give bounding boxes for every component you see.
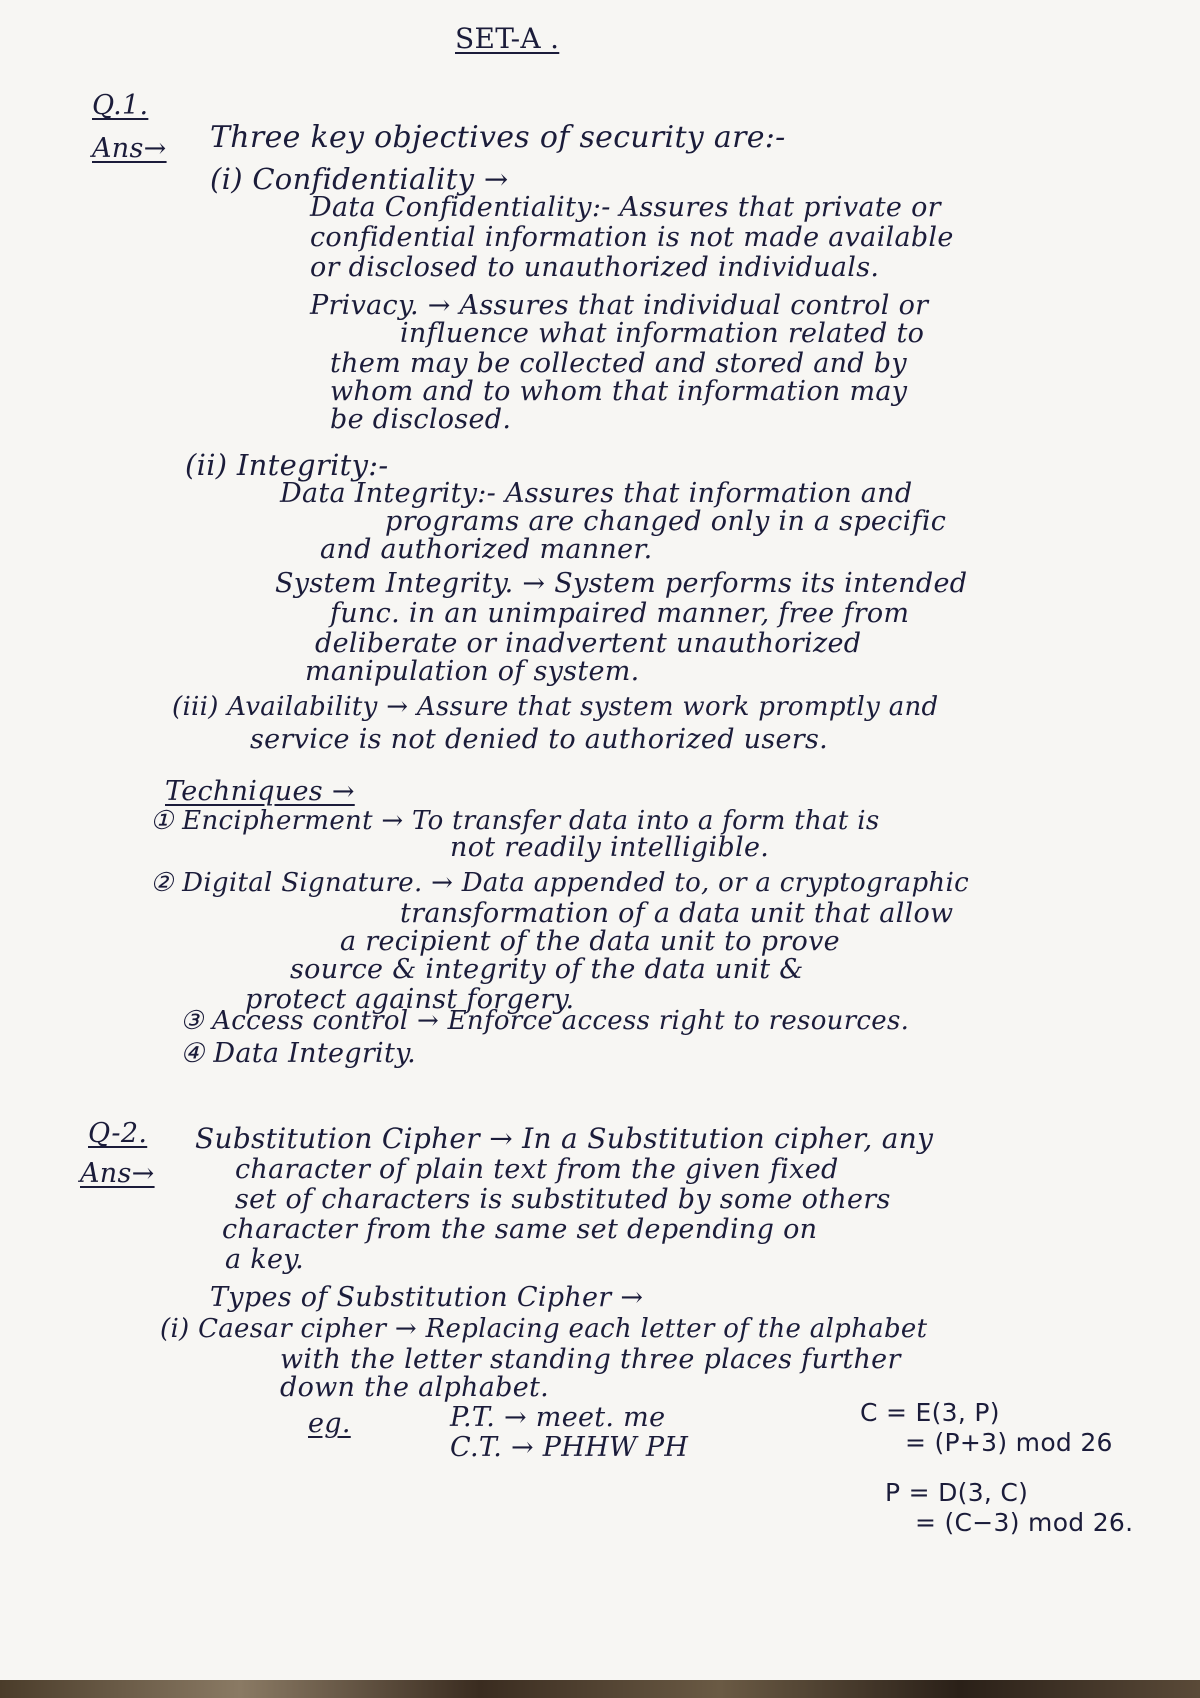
q1-line: manipulation of system. <box>305 656 640 687</box>
q1-line: protect against forgery. <box>245 984 575 1015</box>
q1-line: source & integrity of the data unit & <box>290 954 804 985</box>
q1-line: ④ Data Integrity. <box>180 1038 416 1069</box>
q1-line: func. in an unimpaired manner, free from <box>330 598 910 629</box>
q1-line: transformation of a data unit that allow <box>400 898 954 929</box>
formula: P = D(3, C) <box>885 1478 1029 1507</box>
q2-line: a key. <box>225 1244 305 1275</box>
formula: = (P+3) mod 26 <box>905 1428 1113 1457</box>
q2-line: set of characters is substituted by some others <box>235 1184 891 1215</box>
q1-line: confidential information is not made available <box>310 222 954 253</box>
page-title: SET-A . <box>455 22 560 55</box>
formula: C = E(3, P) <box>860 1398 1000 1427</box>
q1-line: Privacy. → Assures that individual control or <box>310 290 929 321</box>
q1-line: them may be collected and stored and by <box>330 348 907 379</box>
q1-line: not readily intelligible. <box>450 832 770 863</box>
q1-line: a recipient of the data unit to prove <box>340 926 840 957</box>
q2-line: down the alphabet. <box>280 1372 550 1403</box>
q2-line: with the letter standing three places further <box>280 1344 901 1375</box>
q1-line: Three key objectives of security are:- <box>210 120 786 155</box>
q2-line: Substitution Cipher → In a Substitution cipher, any <box>195 1122 934 1155</box>
question-2-number: Q-2. <box>88 1118 148 1149</box>
q2-line: character from the same set depending on <box>222 1214 818 1245</box>
q1-line: and authorized manner. <box>320 534 653 565</box>
q1-line: influence what information related to <box>400 318 925 349</box>
q1-line: ② Digital Signature. → Data appended to, or a cryptographic <box>150 868 969 898</box>
question-1-number: Q.1. <box>92 90 149 121</box>
q2-line: eg. <box>308 1408 351 1439</box>
q1-line: or disclosed to unauthorized individuals. <box>310 252 880 283</box>
q1-line: (iii) Availability → Assure that system work promptly and <box>172 692 939 722</box>
q1-line: ③ Access control → Enforce access right to resources. <box>180 1006 910 1036</box>
q1-line: service is not denied to authorized users. <box>250 724 829 755</box>
q1-line: programs are changed only in a specific <box>385 506 947 537</box>
q1-line: whom and to whom that information may <box>330 376 908 407</box>
q2-line: P.T. → meet. me <box>450 1402 666 1433</box>
q1-line: be disclosed. <box>330 404 512 435</box>
q1-line: Data Integrity:- Assures that information and <box>280 478 913 509</box>
q1-line: (i) Confidentiality → <box>210 162 509 196</box>
q1-line: Data Confidentiality:- Assures that private or <box>310 192 941 223</box>
q1-line: Techniques → <box>165 776 355 807</box>
q1-line: deliberate or inadvertent unauthorized <box>315 628 862 659</box>
formula: = (C−3) mod 26. <box>915 1508 1134 1537</box>
q2-line: character of plain text from the given fixed <box>235 1154 839 1185</box>
q1-line: System Integrity. → System performs its intended <box>275 568 968 599</box>
question-1-answer-label: Ans→ <box>92 133 167 164</box>
question-2-answer-label: Ans→ <box>80 1158 155 1189</box>
page-edge <box>0 1680 1200 1698</box>
q1-line: ① Encipherment → To transfer data into a form that is <box>150 806 880 836</box>
q2-line: (i) Caesar cipher → Replacing each letter of the alphabet <box>160 1314 928 1344</box>
q2-line: C.T. → PHHW PH <box>450 1432 689 1463</box>
q2-line: Types of Substitution Cipher → <box>210 1282 644 1313</box>
q1-line: (ii) Integrity:- <box>185 448 389 482</box>
